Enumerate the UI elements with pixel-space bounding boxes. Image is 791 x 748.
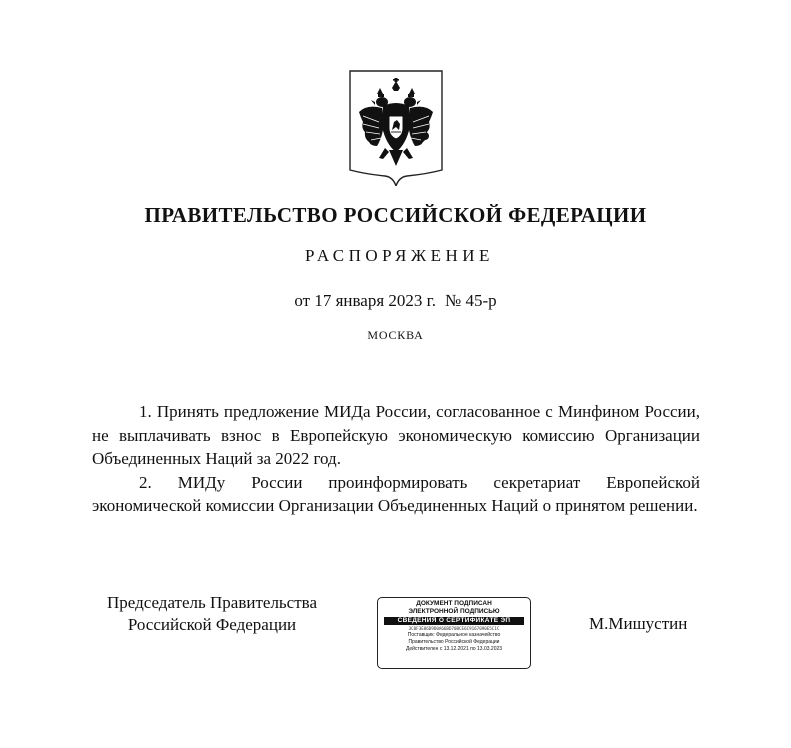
paragraph-2: 2. МИДу России проинформировать секретариат Европейской экономической комиссии Организации Объединенных Наций о принятом решении. — [92, 472, 700, 515]
stamp-validity: Действителен с 13.12.2021 по 13.03.2023 — [405, 646, 503, 652]
document-number: № 45-р — [444, 291, 497, 310]
coat-of-arms-icon — [349, 70, 443, 186]
document-date-line — [0, 291, 791, 311]
stamp-certificate-header: СВЕДЕНИЯ О СЕРТИФИКАТЕ ЭП — [384, 617, 524, 625]
stamp-certificate-number: 3C0F3E86D9D0A66BD70BCE6C9167090E5C1C — [408, 626, 500, 631]
document-body — [92, 400, 700, 518]
stamp-line-2: ЭЛЕКТРОННОЙ ПОДПИСЬЮ — [408, 608, 500, 615]
stamp-issuer-line-2: Правительство Российской Федерации — [408, 639, 500, 645]
stamp-line-1: ДОКУМЕНТ ПОДПИСАН — [416, 600, 492, 607]
signer-position-line-1: Председатель Правительства — [106, 593, 318, 612]
signer-name: М.Мишустин — [589, 614, 688, 633]
paragraph-1: 1. Принять предложение МИДа России, согласованное с Минфином России, не выплачивать взнос в Европейскую экономическую комиссию Организации Объединенных Наций за 2022 год. — [92, 402, 700, 468]
signer-position — [92, 592, 332, 636]
document-type: РАСПОРЯЖЕНИЕ — [305, 246, 494, 265]
document-date: от 17 января 2023 г. — [294, 291, 436, 310]
signer-position-line-2: Российской Федерации — [127, 615, 297, 634]
government-name: ПРАВИТЕЛЬСТВО РОССИЙСКОЙ ФЕДЕРАЦИИ — [144, 203, 647, 227]
electronic-signature-stamp — [377, 597, 531, 669]
document-city: МОСКВА — [367, 328, 424, 342]
stamp-issuer-line-1: Поставщик: Федеральное казначейство — [407, 632, 501, 638]
